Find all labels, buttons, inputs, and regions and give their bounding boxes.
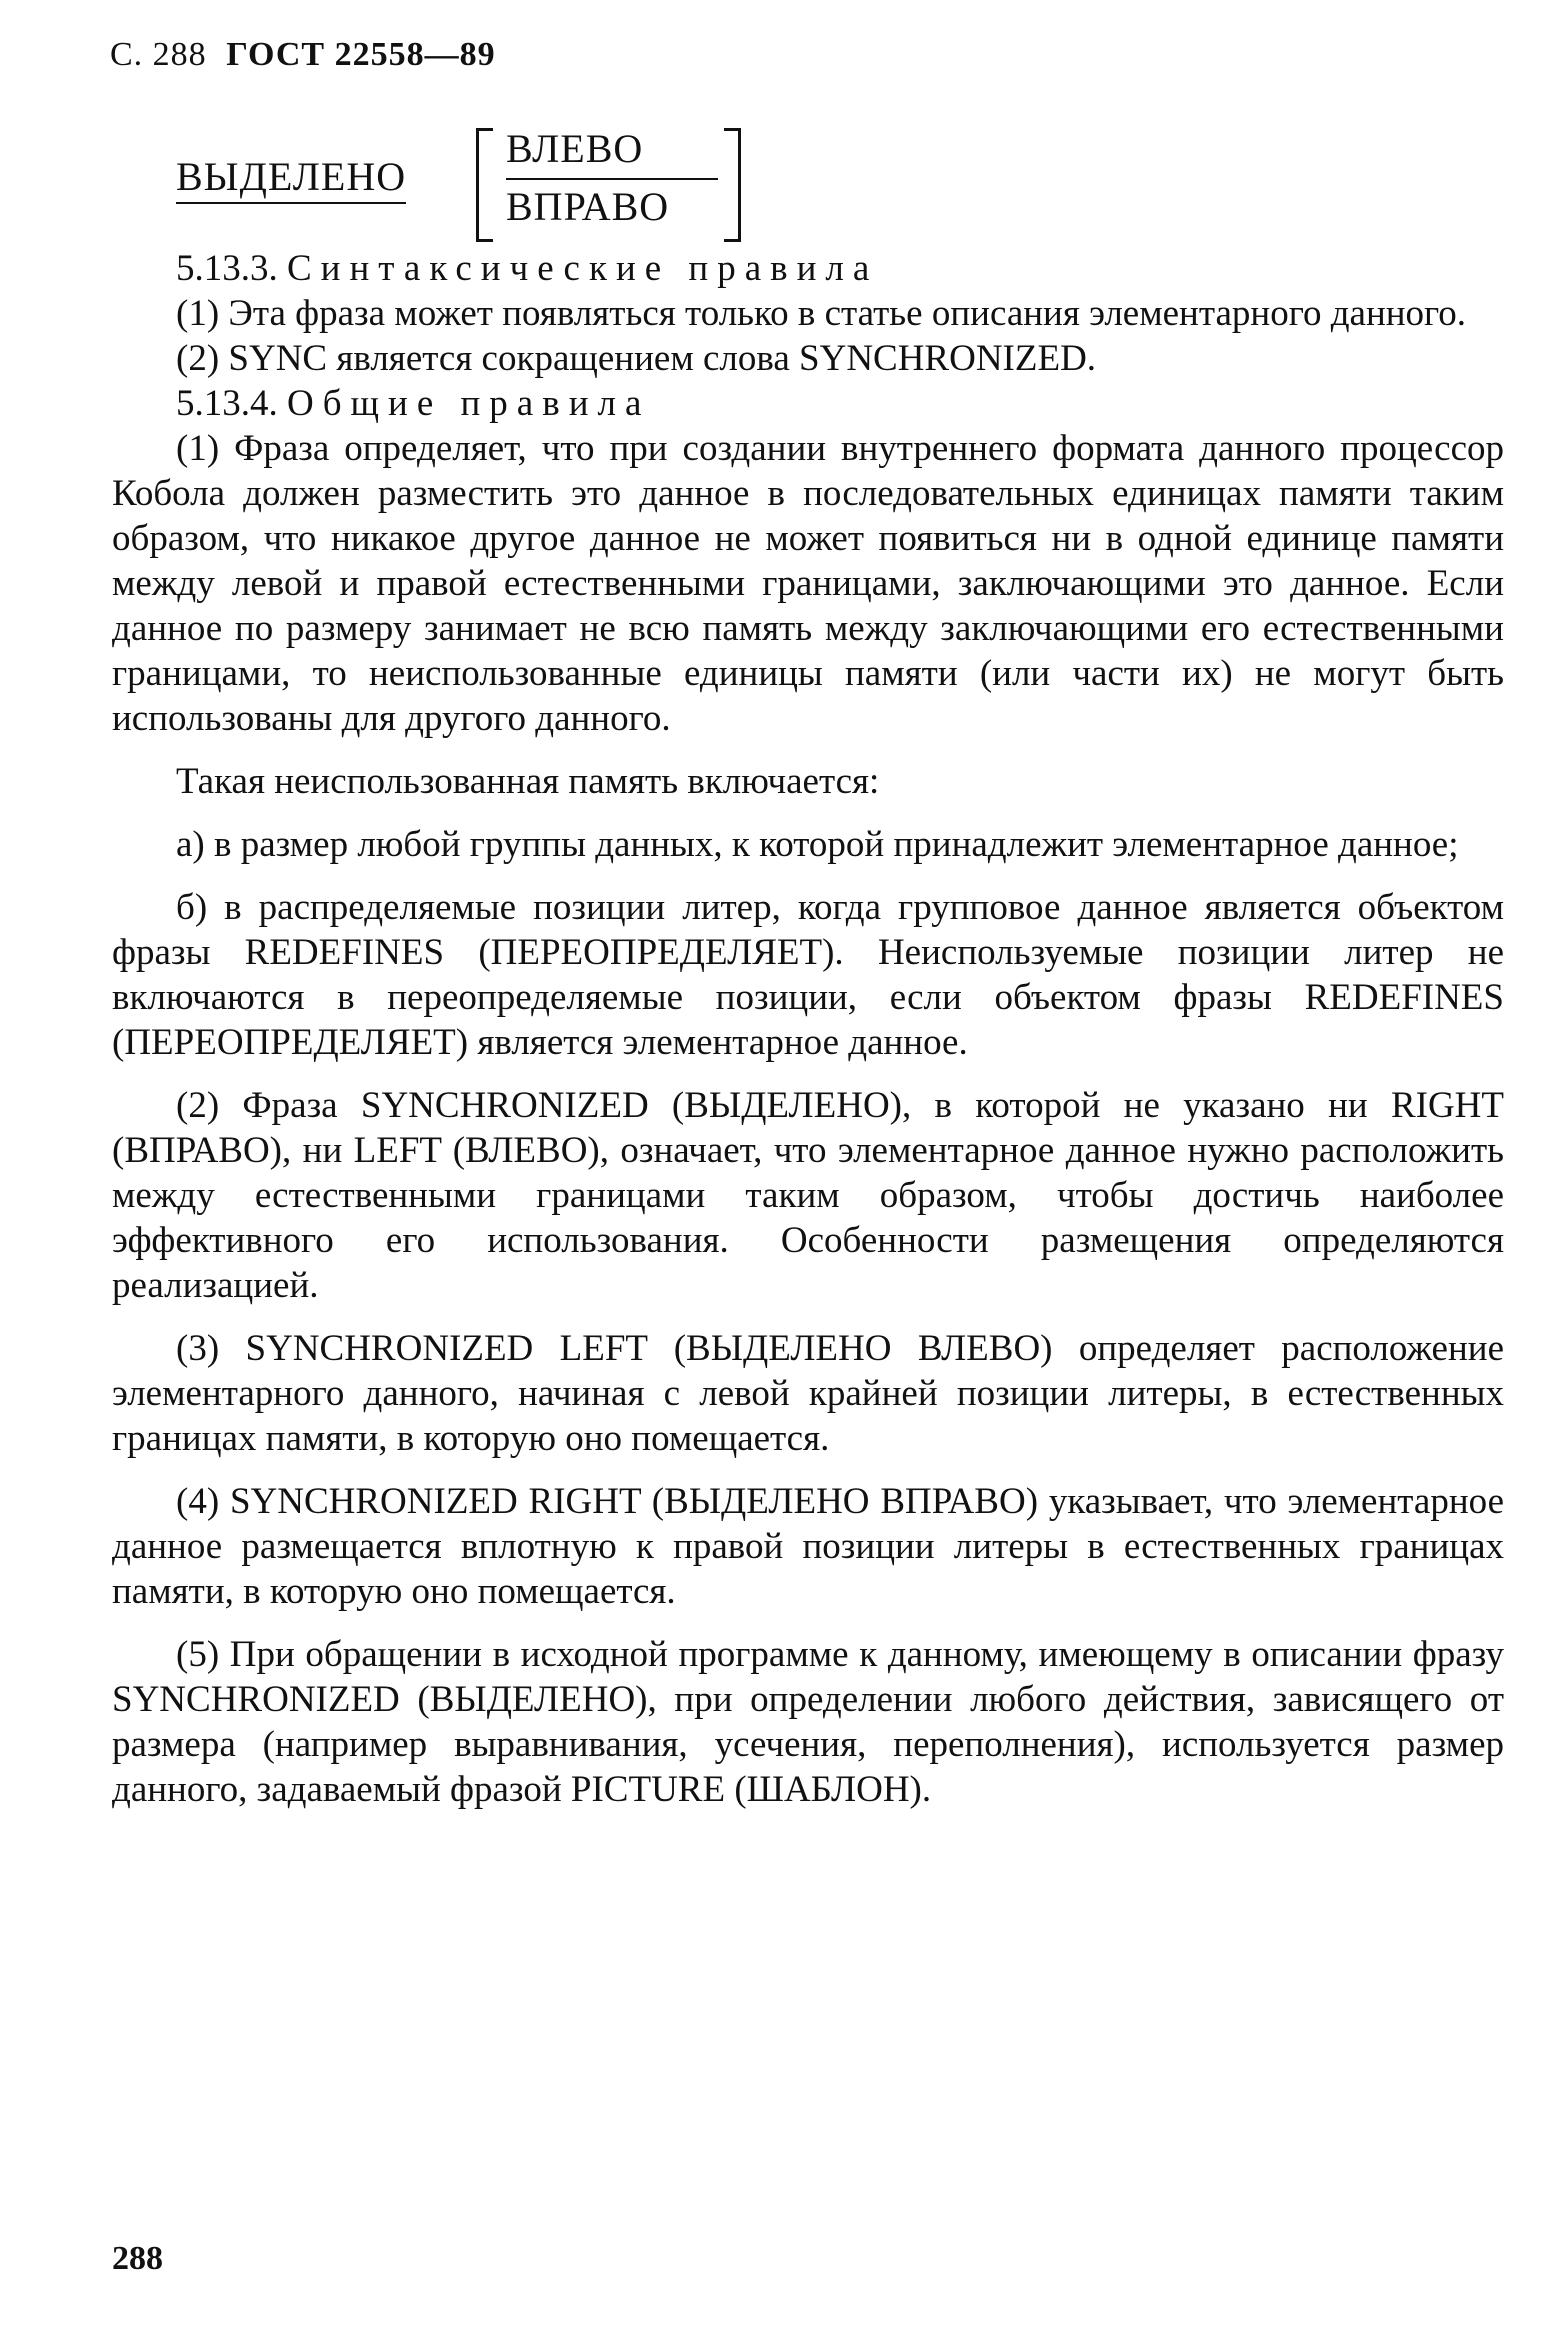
general-rule-paragraph: (1) Фраза определяет, что при создании внутреннего формата данного процессор Кобола должен разместить это данное в последовательных единицах памяти таким образом, что никакое другое данное не может появиться ни в одной единице памяти между левой и правой естественными границами, заключающими это данное. Если данное по размеру занимает не всю память между заключающими его естественными границами, то неиспользованные единицы памяти (или части их) не могут быть использованы для другого данного. [112,428,1504,739]
general-rule-paragraph: (3) SYNCHRONIZED LEFT (ВЫДЕЛЕНО ВЛЕВО) определяет расположение элементарного данного, начиная с левой крайней позиции литеры, в естественных границах памяти, в которую оно помещается. [112,1328,1504,1459]
keyword-underline [506,178,718,180]
general-rule-paragraph: (2) Фраза SYNCHRONIZED (ВЫДЕЛЕНО), в которой не указано ни RIGHT (ВПРАВО), ни LEFT (ВЛЕВО), означает, что элементарное данное нужно расположить между естественными границами таким образом, чтобы достичь наиболее эффективного его использования. Особенности размещения определяются реализацией. [112,1085,1504,1306]
section-title: Синтаксические правила [287,248,879,289]
general-rule-paragraph: (5) При обращении в исходной программе к данному, имеющему в описании фразу SYNCHRONIZED (ВЫДЕЛЕНО), при определении любого действия, зависящего от размера (например выравнивания, усечения, переполнения), используется размер данного, задаваемый фразой PICTURE (ШАБЛОН). [112,1634,1504,1810]
syntax-option-right: ВПРАВО [506,184,670,229]
syntax-keyword: ВЫДЕЛЕНО [176,154,406,204]
page-number: 288 [112,2240,163,2277]
left-bracket [476,128,493,242]
section-heading-syntax [112,246,1504,291]
section-heading-general [112,381,1504,426]
syntax-rule: (2) SYNC является сокращением слова SYNCHRONIZED. [176,338,1097,379]
document-body [112,246,1504,1812]
section-number: 5.13.3. [176,248,278,289]
standard-code: ГОСТ 22558—89 [226,36,496,73]
right-bracket [724,128,741,242]
page-header [110,36,496,74]
general-rule-paragraph: (4) SYNCHRONIZED RIGHT (ВЫДЕЛЕНО ВПРАВО) указывает, что элементарное данное размещается вплотную к правой позиции литеры в естественных границах памяти, в которую оно помещается. [112,1481,1504,1612]
general-rule-list-item: а) в размер любой группы данных, к которой принадлежит элементарное данное; [176,824,1459,865]
section-number: 5.13.4. [176,383,278,424]
syntax-rule: (1) Эта фраза может появляться только в статье описания элементарного данного. [176,293,1467,334]
general-rule-list-item: б) в распределяемые позиции литер, когда групповое данное является объектом фразы REDEFINES (ПЕРЕОПРЕДЕЛЯЕТ). Неиспользуемые позиции литер не включаются в переопределяемые позиции, если объектом фразы REDEFINES (ПЕРЕОПРЕДЕЛЯЕТ) является элементарное данное. [112,887,1504,1063]
syntax-format [176,118,756,238]
page-reference: С. 288 [110,36,207,73]
general-rule-paragraph: Такая неиспользованная память включается: [176,761,880,802]
section-title: Общие правила [287,383,651,424]
syntax-option-left: ВЛЕВО [506,126,644,171]
